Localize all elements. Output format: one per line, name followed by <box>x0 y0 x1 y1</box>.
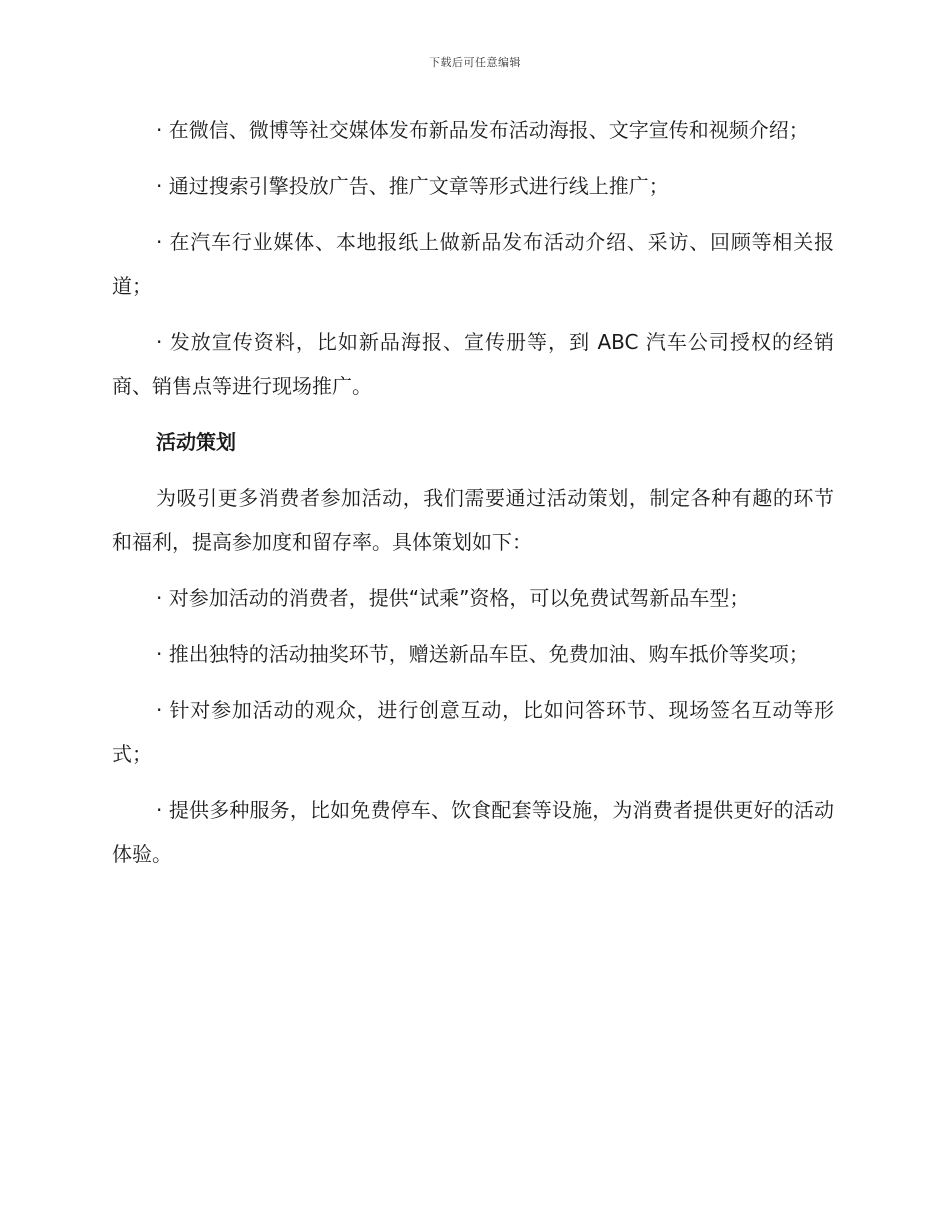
plan-item-1: · 对参加活动的消费者，提供“试乘”资格，可以免费试驾新品车型； <box>156 586 750 610</box>
promo-item-3: · 在汽车行业媒体、本地报纸上做新品发布活动介绍、采访、回顾等相关报道； <box>112 230 834 298</box>
section-intro: 为吸引更多消费者参加活动，我们需要通过活动策划，制定各种有趣的环节和福利，提高参加度和留存率。具体策划如下： <box>112 486 834 554</box>
promo-item-2: · 通过搜索引擎投放广告、推广文章等形式进行线上推广； <box>156 174 669 198</box>
plan-item-3: · 针对参加活动的观众，进行创意互动，比如问答环节、现场签名互动等形式； <box>112 698 834 766</box>
section-heading: 活动策划 <box>156 430 236 454</box>
plan-item-4: · 提供多种服务，比如免费停车、饮食配套等设施，为消费者提供更好的活动体验。 <box>112 798 834 866</box>
promo-item-1: · 在微信、微博等社交媒体发布新品发布活动海报、文字宣传和视频介绍； <box>156 118 809 142</box>
document-body <box>112 108 834 888</box>
plan-item-2: · 推出独特的活动抽奖环节，赠送新品车臣、免费加油、购车抵价等奖项； <box>156 642 809 666</box>
promo-item-4: · 发放宣传资料，比如新品海报、宣传册等，到 ABC 汽车公司授权的经销商、销售点等进行现场推广。 <box>112 330 834 398</box>
header-note: 下载后可任意编辑 <box>429 56 521 69</box>
